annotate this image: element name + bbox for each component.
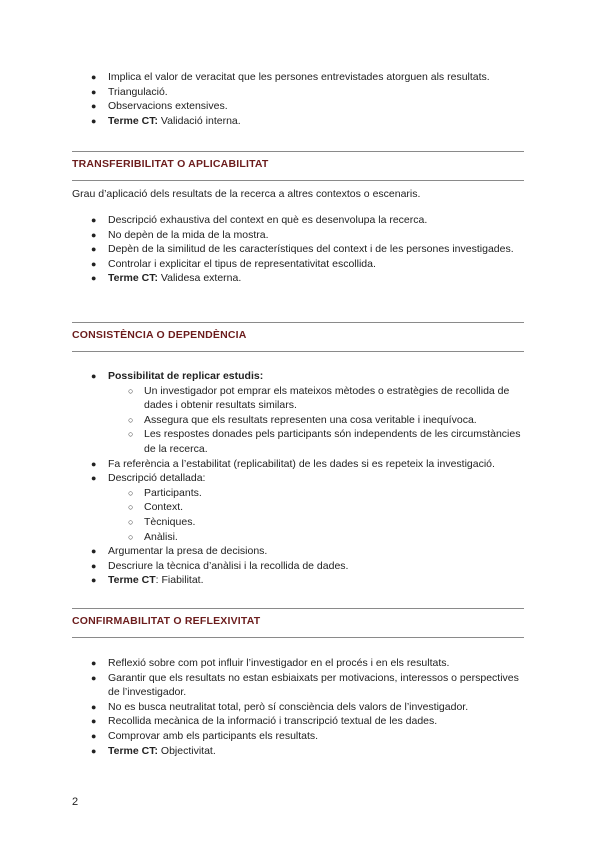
sub-list-item: ○ Tècniques. [128,515,196,528]
bullet-icon: ● [91,229,97,240]
list-item-term: ● Terme CT: Validesa externa. [91,272,242,285]
bullet-icon: ● [91,244,97,255]
bullet-icon: ● [91,701,97,712]
validesa-list [72,70,524,128]
circle-bullet-icon: ○ [128,487,134,498]
bullet-icon: ● [91,672,97,683]
sub-list-item: ○ Anàlisi. [128,530,178,543]
divider [72,322,524,323]
list-item: ● Garantir que els resultats no estan esbiaixats per motivacions, interessos o perspectives de l’investigador. [91,671,519,699]
bullet-icon: ● [91,458,97,469]
divider [72,637,524,638]
transferibilitat-list [72,213,524,286]
list-item: ● No depèn de la mida de la mostra. [91,228,269,241]
divider [72,608,524,609]
bullet-icon: ● [91,745,97,756]
divider [72,180,524,181]
list-item-term: ● Terme CT: Objectivitat. [91,744,216,757]
list-item: ● No es busca neutralitat total, però sí consciència dels valors de l’investigador. [91,700,469,713]
bullet-icon: ● [91,258,97,269]
section-heading-transferibilitat: TRANSFERIBILITAT O APLICABILITAT [72,158,269,170]
list-item: ● Possibilitat de replicar estudis: ○ Un investigador pot emprar els mateixos mètodes o estratègies de recollida de dades i obtenir resultats similars. ○ Assegura que els resultats representen una cosa veritable i inequívoca. ○ Les respostes donades pels participants són independents de les circumstàncies de la recerca. [72,369,524,457]
bullet-icon: ● [91,560,97,571]
bullet-icon: ● [91,473,97,484]
list-item-term: ● Terme CT: Fiabilitat. [91,574,204,587]
bullet-icon: ● [91,546,97,557]
sub-list-item: ○ Un investigador pot emprar els mateixos mètodes o estratègies de recollida de dades i obtenir resultats similars. [128,384,510,412]
sub-list-item: ○ Context. [128,501,184,514]
bullet-icon: ● [91,273,97,284]
page-number: 2 [72,796,79,808]
list-item: ● Reflexió sobre com pot influir l’investigador en el procés i en els resultats. [91,657,450,669]
list-item: ● Argumentar la presa de decisions. [91,545,268,558]
circle-bullet-icon: ○ [128,502,134,513]
list-item: ● Descriure la tècnica d’anàlisi i la recollida de dades. [91,559,349,572]
section-intro: Grau d’aplicació dels resultats de la recerca a altres contextos o escenaris. [72,188,421,200]
bullet-icon: ● [91,101,97,112]
sub-list [108,486,524,544]
list-item: ● Implica el valor de veracitat que les persones entrevistades atorguen als resultats. [91,71,490,83]
list-item: ● Controlar i explicitar el tipus de representativitat escollida. [91,257,376,270]
sub-list-item: ○ Les respostes donades pels participants són independents de les circumstàncies de la recerca. [128,428,521,455]
circle-bullet-icon: ○ [128,531,134,542]
list-item: ● Observacions extensives. [91,100,228,113]
bullet-icon: ● [91,716,97,727]
circle-bullet-icon: ○ [128,414,134,425]
list-item-term: ● Terme CT: Validació interna. [91,114,241,127]
list-item: ● Triangulació. [91,85,168,98]
sub-list-item: ○ Assegura que els resultats representen una cosa veritable i inequívoca. [128,413,477,426]
divider [72,151,524,152]
bullet-icon: ● [91,575,97,586]
circle-bullet-icon: ○ [128,385,134,396]
list-item: ● Descripció detallada: ○ Participants. ○ Context. ○ Tècniques. ○ Anàlisi. [72,471,524,544]
section-heading-confirmabilitat: CONFIRMABILITAT O REFLEXIVITAT [72,615,261,627]
bullet-icon: ● [91,115,97,126]
bullet-icon: ● [91,215,97,225]
bullet-icon: ● [91,730,97,741]
consistencia-list [72,369,524,588]
circle-bullet-icon: ○ [128,429,134,440]
sub-list [108,384,524,457]
section-heading-consistencia: CONSISTÈNCIA O DEPENDÈNCIA [72,329,247,341]
circle-bullet-icon: ○ [128,516,134,527]
list-item: ● Depèn de la similitud de les característiques del context i de les persones investigades. [91,243,514,256]
bullet-icon: ● [91,72,97,82]
confirmabilitat-list [72,656,524,758]
list-item: ● Recollida mecànica de la informació i transcripció textual de les dades. [91,715,438,728]
list-item: ● Comprovar amb els participants els resultats. [91,729,319,742]
bullet-icon: ● [91,371,97,381]
sub-list-item: ○ Participants. [128,486,202,499]
divider [72,351,524,352]
bullet-icon: ● [91,658,97,668]
list-item: ● Descripció exhaustiva del context en què es desenvolupa la recerca. [91,214,428,226]
bullet-icon: ● [91,86,97,97]
list-item: ● Fa referència a l’estabilitat (replicabilitat) de les dades si es repeteix la investigació. [91,457,495,470]
